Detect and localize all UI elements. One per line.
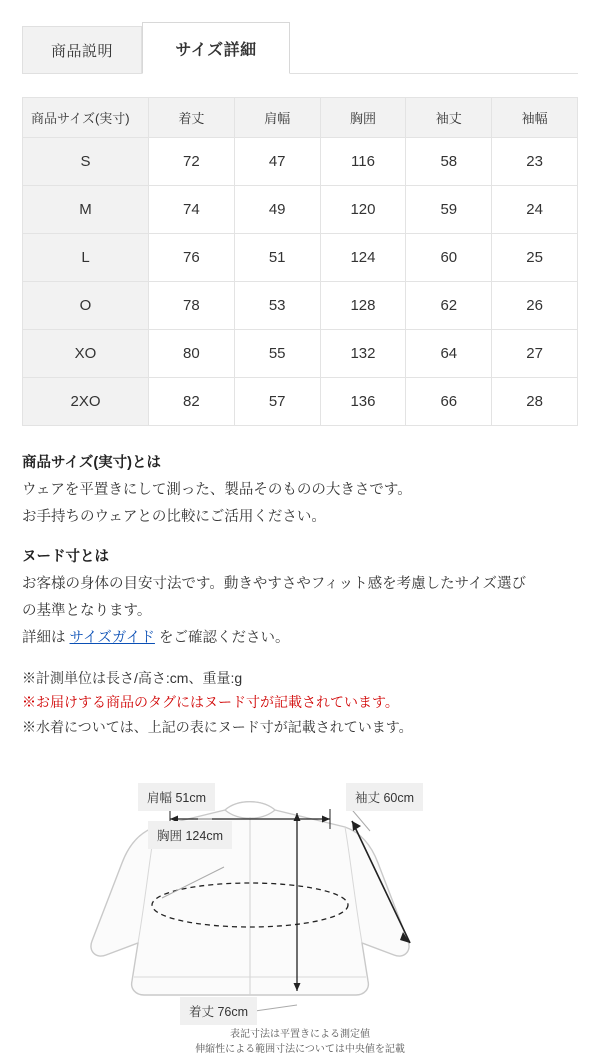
- table-row: [23, 378, 578, 426]
- table-row: [23, 330, 578, 378]
- cell-l-sleeve-length: 60: [406, 234, 492, 282]
- cell-xo-sleeve-length: 64: [406, 330, 492, 378]
- note-nude-size-line2: の基準となります。: [22, 603, 152, 620]
- asterisk-note-tag: ※お届けする商品のタグにはヌード寸が記載されています。: [22, 694, 399, 711]
- diagram-footnote: [0, 1027, 600, 1057]
- size-guide-link[interactable]: サイズガイド: [69, 629, 155, 646]
- table-row: [23, 282, 578, 330]
- note-actual-size-line2: お手持ちのウェアとの比較にご活用ください。: [22, 508, 326, 525]
- tab-product-description[interactable]: 商品説明: [22, 26, 142, 74]
- callout-body-length: 着丈 76cm: [180, 997, 257, 1025]
- column-header-sleeve-width: 袖幅: [492, 98, 578, 138]
- cell-m-length: 74: [149, 186, 235, 234]
- cell-o-shoulder: 53: [234, 282, 320, 330]
- cell-2xo-sleeve-length: 66: [406, 378, 492, 426]
- note-heading-nude-size: ヌード寸とは: [22, 549, 109, 566]
- diagram-footnote-line2: 伸縮性による範囲寸法については中央値を記載: [195, 1044, 405, 1056]
- row-label-m: M: [23, 186, 149, 234]
- cell-o-sleeve-width: 26: [492, 282, 578, 330]
- size-table-body: [23, 138, 578, 426]
- tab-bar: [0, 0, 600, 74]
- row-label-s: S: [23, 138, 149, 186]
- cell-2xo-chest: 136: [320, 378, 406, 426]
- cell-2xo-shoulder: 57: [234, 378, 320, 426]
- garment-illustration: [0, 755, 600, 1055]
- cell-s-chest: 116: [320, 138, 406, 186]
- column-header-shoulder: 肩幅: [234, 98, 320, 138]
- size-table-head: [23, 98, 578, 138]
- cell-xo-shoulder: 55: [234, 330, 320, 378]
- notes-section: [0, 426, 600, 739]
- cell-2xo-length: 82: [149, 378, 235, 426]
- tab-size-details[interactable]: サイズ詳細: [142, 22, 290, 74]
- row-label-2xo: 2XO: [23, 378, 149, 426]
- cell-o-sleeve-length: 62: [406, 282, 492, 330]
- callout-chest: 胸囲 124cm: [148, 821, 232, 849]
- cell-l-chest: 124: [320, 234, 406, 282]
- note-actual-size-line1: ウェアを平置きにして測った、製品そのものの大きさです。: [22, 481, 412, 498]
- note-nude-size-line1: お客様の身体の目安寸法です。動きやすさやフィット感を考慮したサイズ選び: [22, 576, 527, 593]
- cell-s-shoulder: 47: [234, 138, 320, 186]
- cell-xo-chest: 132: [320, 330, 406, 378]
- tab-underline: [22, 73, 578, 74]
- cell-l-sleeve-width: 25: [492, 234, 578, 282]
- callout-shoulder-width: 肩幅 51cm: [138, 783, 215, 811]
- cell-l-length: 76: [149, 234, 235, 282]
- size-table-container: [0, 75, 600, 426]
- asterisk-note-swimwear: ※水着については、上記の表にヌード寸が記載されています。: [22, 718, 413, 735]
- measurement-diagram: [0, 755, 600, 1055]
- cell-m-chest: 120: [320, 186, 406, 234]
- cell-xo-length: 80: [149, 330, 235, 378]
- column-header-sleeve-length: 袖丈: [406, 98, 492, 138]
- row-label-o: O: [23, 282, 149, 330]
- cell-2xo-sleeve-width: 28: [492, 378, 578, 426]
- cell-o-length: 78: [149, 282, 235, 330]
- table-header-row: [23, 98, 578, 138]
- asterisk-note-units: ※計測単位は長さ/高さ:cm、重量:g: [22, 669, 243, 686]
- column-header-chest: 胸囲: [320, 98, 406, 138]
- size-table: [22, 97, 578, 426]
- cell-l-shoulder: 51: [234, 234, 320, 282]
- shoulder-arrow-right: [322, 816, 330, 823]
- length-leader-line: [255, 1005, 297, 1011]
- cell-m-shoulder: 49: [234, 186, 320, 234]
- cell-s-sleeve-width: 23: [492, 138, 578, 186]
- cell-o-chest: 128: [320, 282, 406, 330]
- asterisk-notes: [22, 666, 578, 740]
- note-heading-actual-size: 商品サイズ(実寸)とは: [22, 455, 161, 471]
- table-row: [23, 186, 578, 234]
- cell-xo-sleeve-width: 27: [492, 330, 578, 378]
- cell-s-length: 72: [149, 138, 235, 186]
- detail-prefix-text: 詳細は: [22, 629, 70, 646]
- column-header-size: 商品サイズ(実寸): [23, 98, 149, 138]
- cell-s-sleeve-length: 58: [406, 138, 492, 186]
- table-row: [23, 234, 578, 282]
- callout-sleeve-length: 袖丈 60cm: [346, 783, 423, 811]
- cell-m-sleeve-length: 59: [406, 186, 492, 234]
- diagram-footnote-line1: 表記寸法は平置きによる測定値: [230, 1029, 370, 1041]
- detail-suffix-text: をご確認ください。: [154, 629, 290, 646]
- cell-m-sleeve-width: 24: [492, 186, 578, 234]
- column-header-length: 着丈: [149, 98, 235, 138]
- row-label-xo: XO: [23, 330, 149, 378]
- row-label-l: L: [23, 234, 149, 282]
- table-row: [23, 138, 578, 186]
- note-detail-line: [22, 625, 578, 652]
